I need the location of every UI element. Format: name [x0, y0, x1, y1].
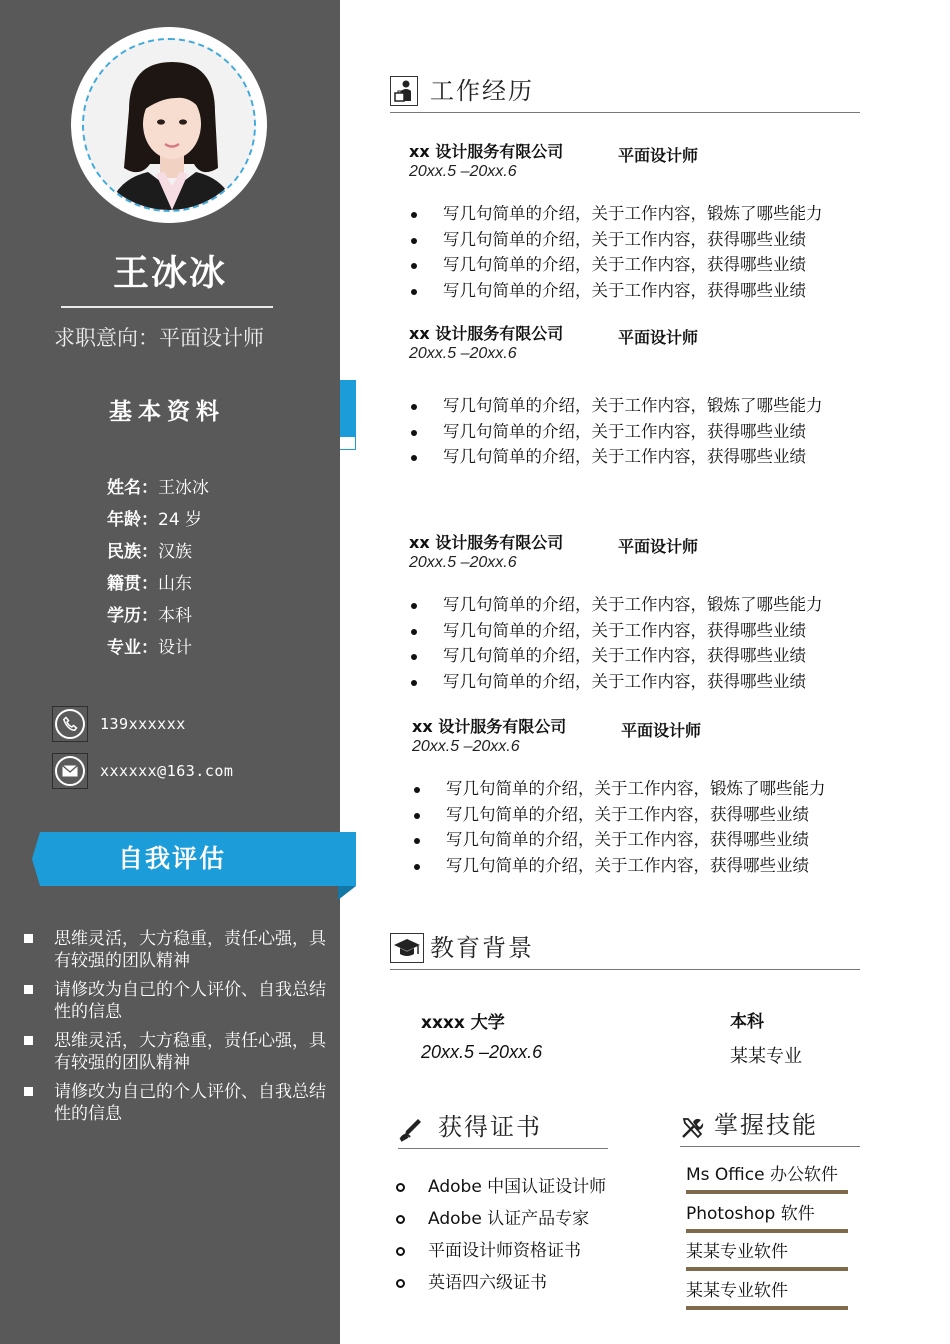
certificates-section-divider — [398, 1148, 608, 1149]
job-intent: 求职意向：平面设计师 — [54, 326, 264, 350]
company-name: xx 设计服务有限公司 — [409, 324, 564, 343]
list-item: 写几句简单的介绍，关于工作内容，获得哪些业绩 — [409, 618, 869, 644]
job-period: 20xx.5 –20xx.6 — [409, 554, 517, 571]
list-item: 写几句简单的介绍，关于工作内容，获得哪些业绩 — [412, 802, 872, 828]
phone-number: 139xxxxxx — [100, 715, 186, 733]
avatar — [82, 38, 256, 212]
skill-list — [686, 1163, 850, 1317]
list-item: 写几句简单的介绍，关于工作内容，获得哪些业绩 — [412, 827, 872, 853]
phone-icon — [52, 706, 88, 742]
skills-section-divider — [680, 1146, 860, 1147]
self-eval-banner-fold — [338, 886, 356, 900]
list-item: 写几句简单的介绍，关于工作内容，获得哪些业绩 — [409, 669, 869, 695]
degree: 本科 — [730, 1012, 764, 1032]
contact-email — [52, 753, 233, 789]
job-entry-4 — [412, 714, 872, 878]
candidate-name: 王冰冰 — [112, 253, 227, 294]
list-item: 写几句简单的介绍，关于工作内容，获得哪些业绩 — [409, 227, 869, 253]
job-period: 20xx.5 –20xx.6 — [409, 345, 517, 362]
list-item: 某某专业软件 — [686, 1279, 850, 1318]
major: 某某专业 — [730, 1046, 802, 1067]
company-name: xx 设计服务有限公司 — [412, 717, 567, 736]
envelope-icon — [52, 753, 88, 789]
list-item: 写几句简单的介绍，关于工作内容，获得哪些业绩 — [409, 252, 869, 278]
pen-certificate-icon — [398, 1116, 424, 1142]
list-item: 写几句简单的介绍，关于工作内容，锻炼了哪些能力 — [409, 592, 869, 618]
list-item: 写几句简单的介绍，关于工作内容，获得哪些业绩 — [409, 419, 869, 445]
job-period: 20xx.5 –20xx.6 — [409, 163, 517, 180]
list-item: 写几句简单的介绍，关于工作内容，锻炼了哪些能力 — [409, 201, 869, 227]
education-section-title: 教育背景 — [430, 934, 534, 962]
info-row-hometown: 籍贯：山东 — [107, 574, 192, 594]
job-entry-1 — [409, 139, 869, 303]
list-item: 写几句简单的介绍，关于工作内容，获得哪些业绩 — [412, 853, 872, 879]
list-item: 思维灵活，大方稳重，责任心强，具有较强的团队精神 — [22, 928, 332, 972]
sidebar — [0, 0, 340, 1344]
list-item: 写几句简单的介绍，关于工作内容，锻炼了哪些能力 — [409, 393, 869, 419]
certificate-list — [396, 1175, 606, 1303]
basic-info-list — [107, 476, 209, 668]
info-row-age: 年龄：24 岁 — [107, 510, 203, 530]
skills-section-header — [680, 1110, 818, 1140]
section-tab-fold — [340, 436, 356, 450]
list-item: 思维灵活，大方稳重，责任心强，具有较强的团队精神 — [22, 1030, 332, 1074]
self-eval-list — [22, 928, 332, 1132]
list-item: 平面设计师资格证书 — [396, 1239, 606, 1271]
self-eval-title: 自我评估 — [117, 844, 226, 873]
email-address: xxxxxx@163.com — [100, 762, 234, 780]
skill-bar — [686, 1190, 848, 1194]
info-row-degree: 学历：本科 — [107, 606, 192, 626]
list-item: Photoshop 软件 — [686, 1202, 850, 1241]
skill-bar — [686, 1267, 848, 1271]
list-item: Adobe 认证产品专家 — [396, 1207, 606, 1239]
job-role: 平面设计师 — [621, 721, 702, 740]
list-item: 写几句简单的介绍，关于工作内容，锻炼了哪些能力 — [412, 776, 872, 802]
list-item: 英语四六级证书 — [396, 1271, 606, 1303]
list-item: Ms Office 办公软件 — [686, 1163, 850, 1202]
avatar-frame — [71, 27, 267, 223]
work-section-header — [390, 76, 534, 106]
skills-section-title: 掌握技能 — [714, 1111, 818, 1139]
skill-bar — [686, 1306, 848, 1310]
job-entry-3 — [409, 530, 869, 694]
job-entry-2 — [409, 321, 869, 470]
skill-bar — [686, 1229, 848, 1233]
job-role: 平面设计师 — [618, 537, 699, 556]
list-item: 写几句简单的介绍，关于工作内容，获得哪些业绩 — [409, 444, 869, 470]
education-period: 20xx.5 –20xx.6 — [421, 1042, 543, 1062]
briefcase-person-icon — [390, 76, 418, 106]
name-divider — [61, 306, 273, 308]
tools-icon — [680, 1116, 704, 1140]
basic-info-title: 基本资料 — [109, 399, 225, 425]
info-row-major: 专业：设计 — [107, 638, 192, 658]
job-role: 平面设计师 — [618, 146, 699, 165]
certificates-section-title: 获得证书 — [438, 1113, 542, 1141]
certificates-section-header — [398, 1112, 542, 1142]
list-item: 写几句简单的介绍，关于工作内容，获得哪些业绩 — [409, 278, 869, 304]
list-item: Adobe 中国认证设计师 — [396, 1175, 606, 1207]
list-item: 某某专业软件 — [686, 1240, 850, 1279]
list-item: 请修改为自己的个人评价、自我总结性的信息 — [22, 979, 332, 1023]
info-row-name: 姓名：王冰冰 — [107, 478, 209, 498]
work-section-title: 工作经历 — [430, 77, 534, 105]
list-item: 请修改为自己的个人评价、自我总结性的信息 — [22, 1081, 332, 1125]
list-item: 写几句简单的介绍，关于工作内容，获得哪些业绩 — [409, 643, 869, 669]
company-name: xx 设计服务有限公司 — [409, 142, 564, 161]
portrait-image — [84, 40, 256, 212]
graduation-cap-icon — [390, 933, 424, 963]
contact-phone — [52, 706, 186, 742]
job-period: 20xx.5 –20xx.6 — [412, 738, 520, 755]
education-section-header — [390, 933, 534, 963]
education-section-divider — [390, 969, 860, 970]
work-section-divider — [390, 112, 860, 113]
info-row-ethnicity: 民族：汉族 — [107, 542, 192, 562]
company-name: xx 设计服务有限公司 — [409, 533, 564, 552]
job-role: 平面设计师 — [618, 328, 699, 347]
school-name: xxxx 大学 — [421, 1013, 505, 1033]
